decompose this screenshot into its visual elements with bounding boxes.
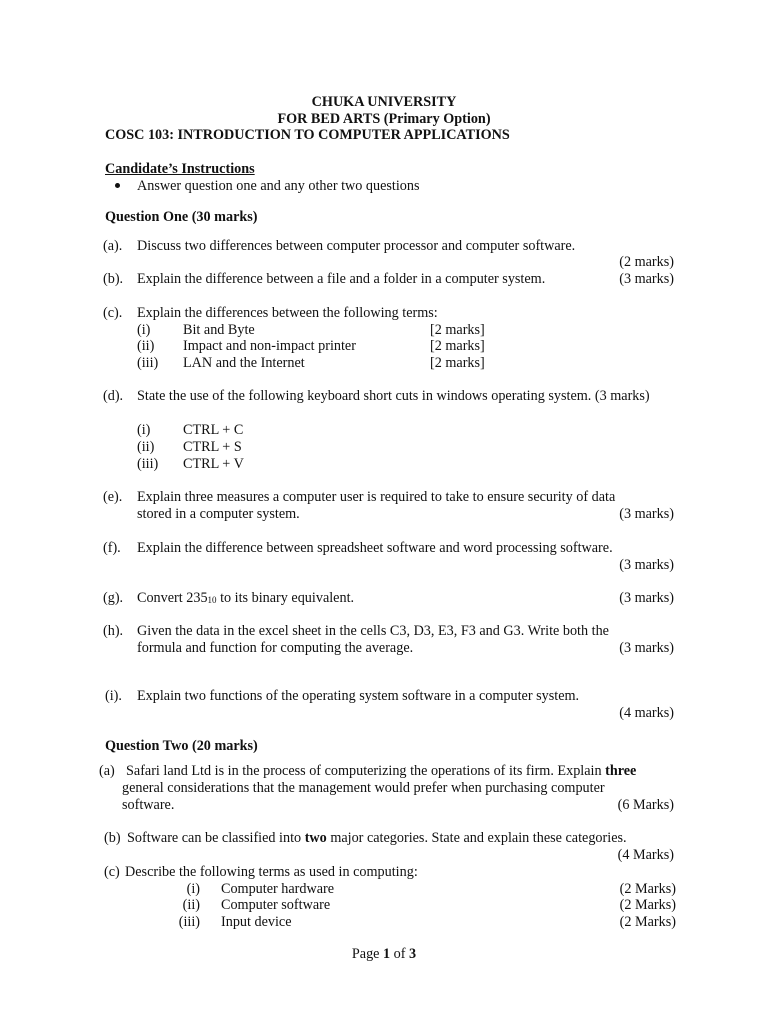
instruction-item: Answer question one and any other two questions	[137, 178, 420, 194]
q2-b-text	[127, 830, 627, 846]
q2-a-text-pre: Safari land Ltd is in the process of computerizing the operations of its firm. Explain	[126, 763, 606, 779]
q1-d-item-text: CTRL + S	[183, 439, 242, 455]
page-label: Page	[351, 946, 384, 962]
q1-b-marks: (3 marks)	[619, 271, 674, 287]
q1-d-item-num: (iii)	[137, 456, 159, 472]
q1-f-marks: (3 marks)	[619, 557, 674, 573]
q1-d-item-text: CTRL + V	[183, 456, 244, 472]
q2-c-label: (c)	[104, 864, 120, 880]
page-total: 3	[409, 946, 417, 962]
q2-a-text-cont: software.	[122, 797, 175, 813]
q1-c-item-num: (iii)	[137, 355, 159, 371]
q2-b-text-post: major categories. State and explain these categories.	[326, 830, 627, 846]
question-one-title: Question One (30 marks)	[105, 209, 258, 225]
instructions-title: Candidate’s Instructions	[105, 161, 255, 177]
q1-f-label: (f).	[103, 540, 121, 556]
q1-d-item-num: (ii)	[137, 439, 155, 455]
q1-a-text: Discuss two differences between computer processor and computer software.	[137, 238, 576, 254]
q2-c-item-num: (i)	[186, 881, 200, 897]
q1-c-item-marks: [2 marks]	[430, 338, 485, 354]
q2-c-text: Describe the following terms as used in computing:	[125, 864, 418, 880]
q2-a-label: (a)	[99, 763, 115, 779]
q1-g-text-pre: Convert 235	[137, 590, 208, 606]
q1-d-text: State the use of the following keyboard short cuts in windows operating system. (3 marks)	[137, 388, 650, 404]
q1-e-marks: (3 marks)	[619, 506, 674, 522]
q1-d-label: (d).	[103, 388, 124, 404]
q1-b-text: Explain the difference between a file and a folder in a computer system.	[137, 271, 546, 287]
q1-h-text: Given the data in the excel sheet in the cells C3, D3, E3, F3 and G3. Write both the	[137, 623, 609, 639]
q2-c-item-marks: (2 Marks)	[619, 881, 676, 897]
q1-c-text: Explain the differences between the following terms:	[137, 305, 438, 321]
q1-b-label: (b).	[103, 271, 124, 287]
q1-c-item-marks: [2 marks]	[430, 322, 485, 338]
q1-d-item-num: (i)	[137, 422, 151, 438]
q2-a-text-cont: general considerations that the management would prefer when purchasing computer	[122, 780, 605, 796]
q1-g-base: 10	[207, 595, 217, 605]
page-current: 1	[383, 946, 391, 962]
bullet-icon	[115, 183, 120, 188]
q1-h-label: (h).	[103, 623, 124, 639]
q2-b-marks: (4 Marks)	[617, 847, 674, 863]
q2-b-label: (b)	[104, 830, 121, 846]
q1-f-text: Explain the difference between spreadsheet software and word processing software.	[137, 540, 613, 556]
page-of: of	[390, 946, 410, 962]
university-name: CHUKA UNIVERSITY	[311, 94, 457, 110]
q2-c-item-text: Computer software	[221, 897, 331, 913]
q1-g-text-post: to its binary equivalent.	[216, 590, 355, 606]
q1-a-marks: (2 marks)	[619, 254, 674, 270]
q1-c-label: (c).	[103, 305, 123, 321]
page-number	[0, 946, 768, 962]
q1-e-text-cont: stored in a computer system.	[137, 506, 300, 522]
q2-c-item-num: (ii)	[182, 897, 200, 913]
q1-a-label: (a).	[103, 238, 123, 254]
q1-h-text-cont: formula and function for computing the average.	[137, 640, 414, 656]
q2-b-emphasis: two	[304, 830, 327, 846]
q1-c-item-num: (i)	[137, 322, 151, 338]
q2-c-item-marks: (2 Marks)	[619, 914, 676, 930]
q1-i-label: (i).	[105, 688, 122, 704]
q1-g-label: (g).	[103, 590, 124, 606]
program-title: FOR BED ARTS (Primary Option)	[277, 111, 491, 127]
q1-c-item-text: Bit and Byte	[183, 322, 255, 338]
q1-c-item-text: LAN and the Internet	[183, 355, 305, 371]
q2-a-marks: (6 Marks)	[617, 797, 674, 813]
course-title: COSC 103: INTRODUCTION TO COMPUTER APPLICATIONS	[105, 127, 510, 143]
q2-a-emphasis: three	[605, 763, 637, 779]
q1-g-marks: (3 marks)	[619, 590, 674, 606]
q1-e-label: (e).	[103, 489, 123, 505]
q1-i-text: Explain two functions of the operating system software in a computer system.	[137, 688, 580, 704]
q2-c-item-text: Input device	[221, 914, 292, 930]
q2-c-item-text: Computer hardware	[221, 881, 335, 897]
q1-d-item-text: CTRL + C	[183, 422, 244, 438]
q2-a-text	[126, 763, 636, 779]
q1-h-marks: (3 marks)	[619, 640, 674, 656]
question-two-title: Question Two (20 marks)	[105, 738, 258, 754]
q1-e-text: Explain three measures a computer user is required to take to ensure security of data	[137, 489, 616, 505]
q1-i-marks: (4 marks)	[619, 705, 674, 721]
q1-c-item-text: Impact and non-impact printer	[183, 338, 356, 354]
q1-g-text	[137, 590, 354, 606]
q2-b-text-pre: Software can be classified into	[127, 830, 305, 846]
q1-c-item-marks: [2 marks]	[430, 355, 485, 371]
q2-c-item-num: (iii)	[178, 914, 200, 930]
q1-c-item-num: (ii)	[137, 338, 155, 354]
q2-c-item-marks: (2 Marks)	[619, 897, 676, 913]
